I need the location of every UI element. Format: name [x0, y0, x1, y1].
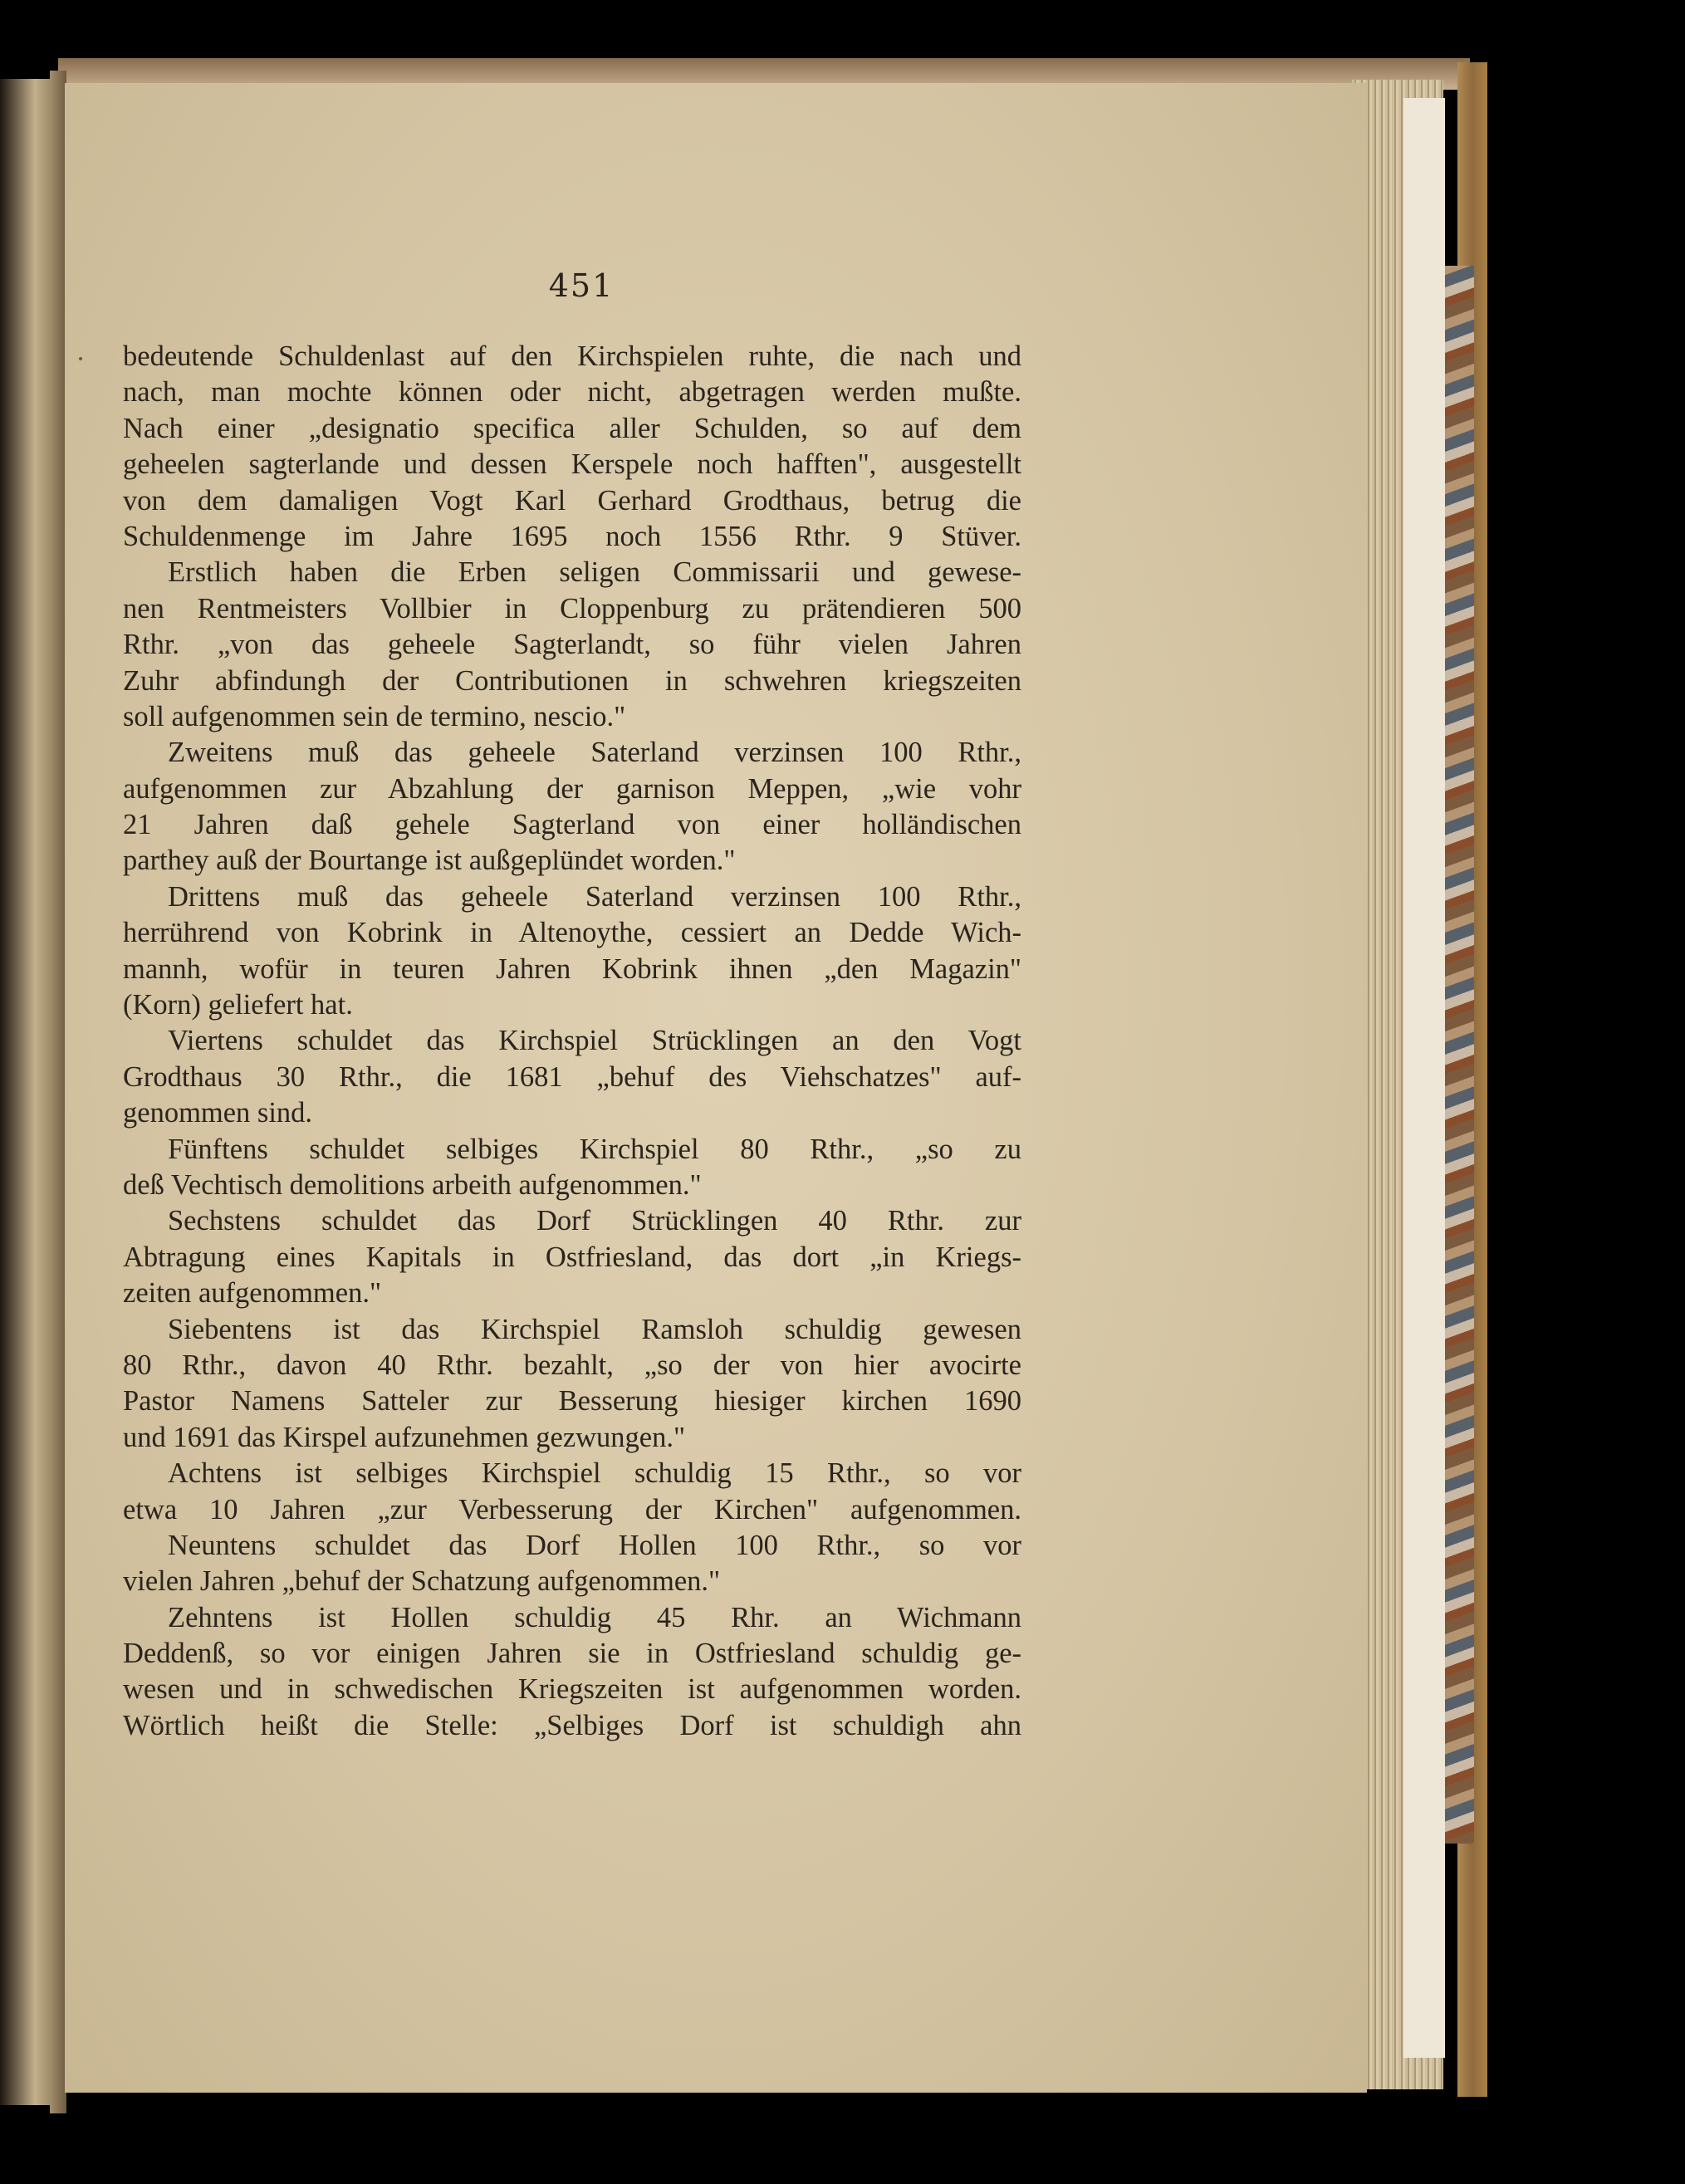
text-line: nach, man mochte können oder nicht, abgetragen werden mußte.	[123, 376, 1021, 409]
text-line: aufgenommen zur Abzahlung der garnison Meppen, „wie vohr	[123, 772, 1021, 805]
text-line: Wörtlich heißt die Stelle: „Selbiges Dorf ist schuldigh ahn	[123, 1709, 1021, 1741]
text-line: Erstlich haben die Erben seligen Commissarii und gewese-	[168, 556, 1021, 589]
text-line: genommen sind.	[123, 1097, 313, 1129]
page-stack-inner	[1403, 98, 1445, 2058]
text-line: bedeutende Schuldenlast auf den Kirchspielen ruhte, die nach und	[123, 340, 1021, 372]
text-line: Siebentens ist das Kirchspiel Ramsloh schuldig gewesen	[168, 1313, 1021, 1345]
text-line: 21 Jahren daß gehele Sagterland von einer holländischen	[123, 809, 1021, 841]
margin-mark	[79, 357, 82, 360]
text-line: herrührend von Kobrink in Altenoythe, cessiert an Dedde Wich-	[123, 917, 1021, 949]
text-line: Pastor Namens Satteler zur Besserung hiesiger kirchen 1690	[123, 1385, 1021, 1418]
text-line: Zweitens muß das geheele Saterland verzinsen 100 Rthr.,	[168, 737, 1021, 769]
text-line: (Korn) geliefert hat.	[123, 989, 353, 1021]
text-line: deß Vechtisch demolitions arbeith aufgenommen."	[123, 1168, 702, 1201]
text-line: Rthr. „von das geheele Sagterlandt, so führ vielen Jahren	[123, 629, 1021, 661]
text-line: von dem damaligen Vogt Karl Gerhard Grodthaus, betrug die	[123, 484, 1021, 517]
text-line: 80 Rthr., davon 40 Rthr. bezahlt, „so der von hier avocirte	[123, 1349, 1021, 1381]
text-line: wesen und in schwedischen Kriegszeiten ist aufgenommen worden.	[123, 1673, 1021, 1706]
text-line: soll aufgenommen sein de termino, nescio."	[123, 700, 626, 732]
text-line: mannh, wofür in teuren Jahren Kobrink ihnen „den Magazin"	[123, 952, 1021, 985]
text-line: vielen Jahren „behuf der Schatzung aufgenommen."	[123, 1565, 721, 1598]
text-line: zeiten aufgenommen."	[123, 1277, 382, 1310]
text-line: etwa 10 Jahren „zur Verbesserung der Kirchen" aufgenommen.	[123, 1493, 1021, 1525]
body-text	[123, 339, 1021, 1744]
text-line: Drittens muß das geheele Saterland verzinsen 100 Rthr.,	[168, 880, 1021, 913]
text-line: Grodthaus 30 Rthr., die 1681 „behuf des Viehschatzes" auf-	[123, 1060, 1021, 1093]
text-line: und 1691 das Kirspel aufzunehmen gezwungen."	[123, 1421, 686, 1453]
text-line: Nach einer „designatio specifica aller Schulden, so auf dem	[123, 412, 1021, 444]
text-line: geheelen sagterlande und dessen Kerspele noch hafften", ausgestellt	[123, 448, 1021, 481]
text-line: Schuldenmenge im Jahre 1695 noch 1556 Rthr. 9 Stüver.	[123, 520, 1021, 552]
left-page-edge	[0, 79, 50, 2105]
text-line: Neuntens schuldet das Dorf Hollen 100 Rthr., so vor	[168, 1529, 1021, 1561]
text-line: parthey auß der Bourtange ist außgeplündet worden."	[123, 845, 736, 877]
page-number: 451	[548, 267, 615, 304]
gutter	[50, 71, 66, 2113]
text-line: Viertens schuldet das Kirchspiel Strücklingen an den Vogt	[168, 1025, 1021, 1057]
text-line: Fünftens schuldet selbiges Kirchspiel 80 Rthr., „so zu	[168, 1133, 1021, 1165]
text-line: Deddenß, so vor einigen Jahren sie in Ostfriesland schuldig ge-	[123, 1638, 1021, 1670]
text-line: Zuhr abfindungh der Contributionen in schwehren kriegszeiten	[123, 664, 1021, 697]
text-line: Zehntens ist Hollen schuldig 45 Rhr. an Wichmann	[168, 1601, 1021, 1633]
text-line: Sechstens schuldet das Dorf Strücklingen 40 Rthr. zur	[168, 1205, 1021, 1237]
text-line: Abtragung eines Kapitals in Ostfriesland, das dort „in Kriegs-	[123, 1241, 1021, 1273]
text-line: nen Rentmeisters Vollbier in Cloppenburg zu prätendieren 500	[123, 592, 1021, 624]
text-line: Achtens ist selbiges Kirchspiel schuldig 15 Rthr., so vor	[168, 1457, 1021, 1490]
